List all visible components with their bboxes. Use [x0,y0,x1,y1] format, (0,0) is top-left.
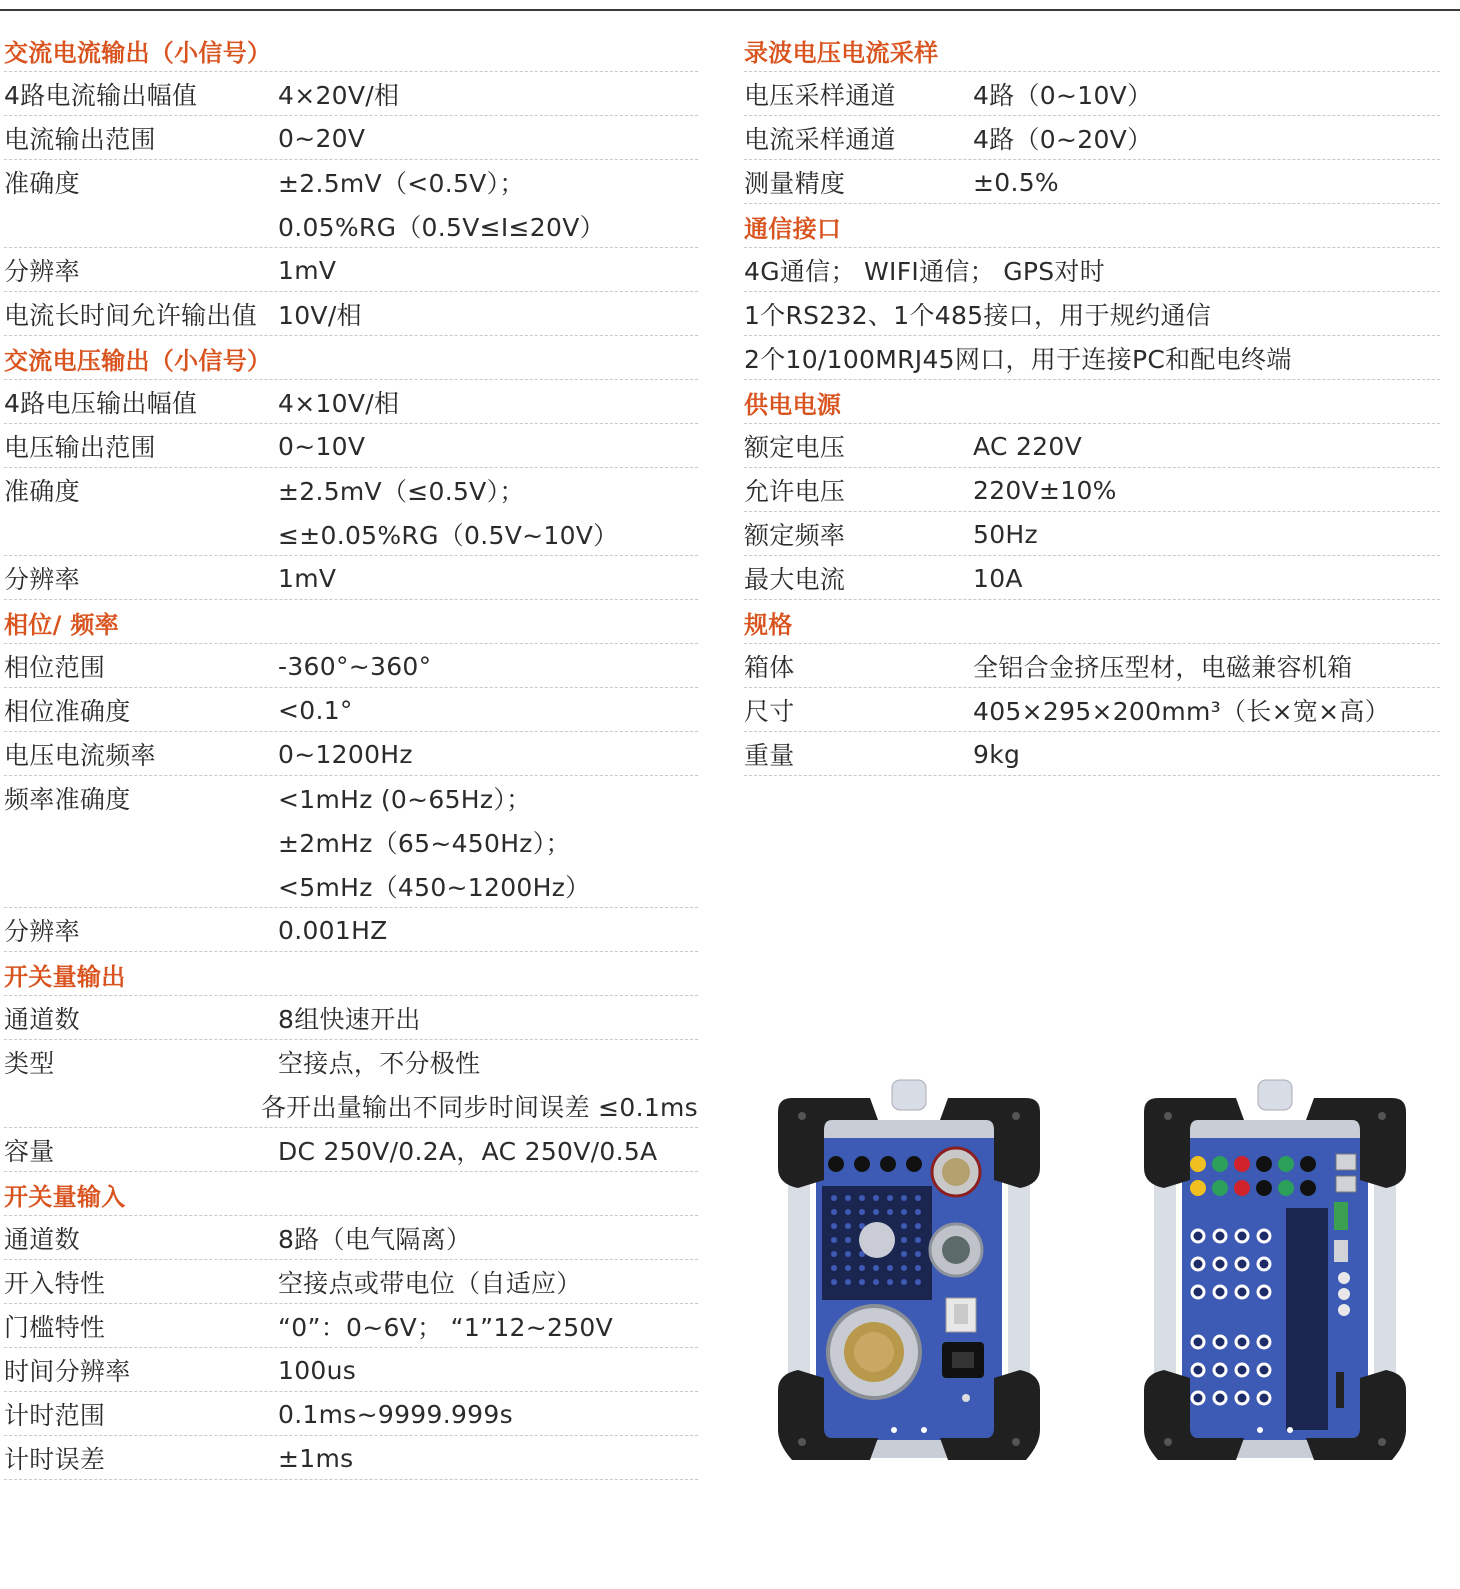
spec-label: 计时误差 [4,1445,106,1474]
section-heading: 开关量输出 [4,952,698,996]
spec-value: 全铝合金挤压型材，电磁兼容机箱 [973,653,1353,682]
spec-row-continuation [4,820,698,864]
spec-row [4,1392,698,1436]
spec-value: -360°~360° [278,651,432,681]
spec-row [4,380,698,424]
spec-label: 4路电流输出幅值 [4,81,198,110]
spec-label: 电流长时间允许输出值 [4,301,258,330]
spec-label: 电压电流频率 [4,741,156,770]
spec-label: 分辨率 [4,565,80,594]
spec-row [4,688,698,732]
spec-label: 4路电压输出幅值 [4,389,198,418]
spec-label: 通道数 [4,1005,80,1034]
spec-value: 4×10V/相 [278,389,400,418]
spec-label: 准确度 [4,169,80,198]
spec-row-continuation [4,1084,698,1128]
spec-value: ±2.5mV（≤0.5V）； [278,477,525,506]
spec-label: 类型 [4,1049,55,1078]
spec-label: 容量 [4,1137,55,1166]
spec-value: 1mV [278,255,337,285]
spec-value: 8路（电气隔离） [278,1225,472,1254]
spec-column-left [4,28,698,1480]
spec-row [4,160,698,204]
spec-value: ±0.5% [973,167,1059,197]
spec-row [4,1304,698,1348]
spec-value: 50Hz [973,519,1038,549]
spec-value: 空接点，不分极性 [278,1049,481,1078]
spec-label: 分辨率 [4,257,80,286]
spec-row [4,1436,698,1480]
spec-row [744,292,1440,336]
spec-value: 8组快速开出 [278,1005,421,1034]
spec-label: 额定频率 [744,521,846,550]
spec-column-right [744,28,1440,776]
spec-value: 10A [973,563,1023,593]
spec-value: 0~1200Hz [278,739,413,769]
spec-row [4,1216,698,1260]
spec-label: 准确度 [4,477,80,506]
spec-row [744,160,1440,204]
spec-value: <1mHz (0~65Hz）； [278,785,532,814]
spec-row-continuation [4,512,698,556]
spec-text: 4G通信； WIFI通信； GPS对时 [744,257,1106,286]
spec-row [744,248,1440,292]
spec-row [744,644,1440,688]
spec-value: 4×20V/相 [278,81,400,110]
spec-label: 门槛特性 [4,1313,106,1342]
spec-label: 额定电压 [744,433,846,462]
spec-label: 允许电压 [744,477,846,506]
spec-value: ≤±0.05%RG（0.5V~10V） [278,521,619,550]
spec-row [4,248,698,292]
spec-value: 9kg [973,739,1021,769]
spec-label: 最大电流 [744,565,846,594]
spec-value: 1mV [278,563,337,593]
spec-row [744,556,1440,600]
section-heading: 录波电压电流采样 [744,28,1440,72]
spec-label: 通道数 [4,1225,80,1254]
section-heading: 开关量输入 [4,1172,698,1216]
spec-value: 405×295×200mm³（长×宽×高） [973,697,1390,726]
spec-value: 100us [278,1355,357,1385]
spec-row [4,1040,698,1084]
spec-row-continuation [4,204,698,248]
spec-row [4,996,698,1040]
spec-row [744,116,1440,160]
spec-label: 频率准确度 [4,785,131,814]
spec-value: 0.001HZ [278,915,388,945]
spec-value: ±1ms [278,1443,354,1473]
spec-row [4,556,698,600]
spec-value: ±2.5mV（<0.5V）； [278,169,525,198]
spec-label: 电流采样通道 [744,125,896,154]
spec-row [4,116,698,160]
device-rear-panel-image [1140,1072,1410,1470]
spec-label: 相位范围 [4,653,106,682]
spec-row [4,72,698,116]
spec-label: 箱体 [744,653,795,682]
spec-label: 重量 [744,741,795,770]
spec-value: 空接点或带电位（自适应） [278,1269,582,1298]
spec-value: 220V±10% [973,475,1117,505]
spec-value: DC 250V/0.2A，AC 250V/0.5A [278,1137,658,1166]
section-heading: 供电电源 [744,380,1440,424]
spec-value: “0”：0~6V； “1”12~250V [278,1313,614,1342]
spec-value: 0.1ms~9999.999s [278,1399,513,1429]
section-heading: 规格 [744,600,1440,644]
spec-label: 分辨率 [4,917,80,946]
spec-label: 计时范围 [4,1401,106,1430]
spec-row [4,1260,698,1304]
spec-value: 0~10V [278,431,366,461]
section-heading: 通信接口 [744,204,1440,248]
spec-row [4,776,698,820]
section-heading: 交流电流输出（小信号） [4,28,698,72]
spec-value: 0.05%RG（0.5V≤I≤20V） [278,213,605,242]
spec-label: 开入特性 [4,1269,106,1298]
spec-value: AC 220V [973,431,1082,461]
spec-label: 相位准确度 [4,697,131,726]
spec-value: 各开出量输出不同步时间误差 ≤0.1ms [260,1093,698,1122]
spec-value: <0.1° [278,695,353,725]
spec-row [4,468,698,512]
spec-label: 电压采样通道 [744,81,896,110]
spec-row [4,644,698,688]
spec-label: 尺寸 [744,697,795,726]
spec-label: 电压输出范围 [4,433,156,462]
spec-row [744,468,1440,512]
spec-value: <5mHz（450~1200Hz） [278,873,591,902]
spec-row [4,1128,698,1172]
spec-row-continuation [4,864,698,908]
device-front-panel-image [774,1072,1044,1470]
spec-row [744,688,1440,732]
spec-value: 10V/相 [278,301,362,330]
spec-text: 2个10/100MRJ45网口，用于连接PC和配电终端 [744,345,1292,374]
spec-row [744,512,1440,556]
spec-value: ±2mHz（65~450Hz）； [278,829,571,858]
section-heading: 交流电压输出（小信号） [4,336,698,380]
spec-value: 4路（0~10V） [973,81,1153,110]
spec-label: 电流输出范围 [4,125,156,154]
spec-row [4,424,698,468]
spec-row [744,732,1440,776]
spec-label: 时间分辨率 [4,1357,131,1386]
spec-row [4,732,698,776]
spec-value: 0~20V [278,123,366,153]
spec-row [4,292,698,336]
top-rule [0,9,1460,11]
spec-value: 4路（0~20V） [973,125,1153,154]
section-heading: 相位/ 频率 [4,600,698,644]
spec-row [744,336,1440,380]
spec-label: 测量精度 [744,169,846,198]
spec-row [4,908,698,952]
spec-row [744,424,1440,468]
spec-text: 1个RS232、1个485接口，用于规约通信 [744,301,1212,330]
spec-row [744,72,1440,116]
spec-row [4,1348,698,1392]
